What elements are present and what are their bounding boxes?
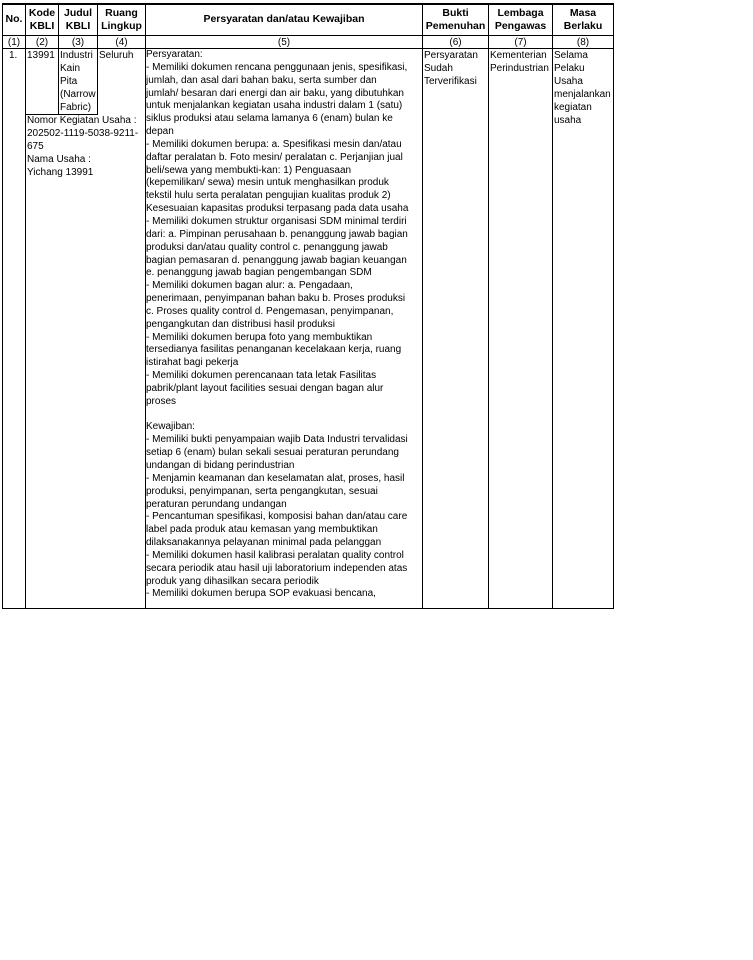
- persyaratan-line: jumlah, dan asal dari bahan baku, serta sumber dan: [146, 74, 377, 86]
- persyaratan-line: proses: [146, 395, 177, 407]
- persyaratan-line: siklus produksi atau selama lamanya 6 (enam) bulan ke: [146, 113, 393, 125]
- row-kode-kbli: 13991: [27, 50, 55, 61]
- persyaratan-line: - Memiliki dokumen rencana penggunaan jenis, spesifikasi,: [146, 61, 408, 73]
- header-lembaga-pengawas: Lembaga Pengawas: [494, 7, 547, 32]
- colnum-2: (2): [35, 37, 49, 48]
- persyaratan-line: - Memiliki dokumen hasil kalibrasi peralatan quality control: [146, 549, 404, 561]
- header-kode-kbli: Kode KBLI: [28, 7, 56, 32]
- persyaratan-line: dilaksanakannya pelayanan minimal pada pelanggan: [146, 537, 382, 549]
- row-no: 1.: [9, 50, 18, 61]
- persyaratan-line: tekstil hulu serta peralatan pengujian kualitas produk 2): [146, 190, 391, 202]
- header-masa-berlaku: Masa Berlaku: [563, 7, 603, 32]
- colnum-6: (6): [449, 37, 462, 48]
- persyaratan-line: produksi, penyimpanan, serta pengangkutan, sesuai: [146, 485, 378, 497]
- persyaratan-line: secara periodik atau hasil uji laboratorium independen atas: [146, 562, 408, 574]
- header-persyaratan: Persyaratan dan/atau Kewajiban: [203, 13, 365, 25]
- persyaratan-line: tersedianya fasilitas penanganan kecelakaan kerja, ruang: [146, 344, 402, 356]
- col-border-0: [2, 3, 3, 609]
- persyaratan-line: - Memiliki dokumen berupa SOP evakuasi bencana,: [146, 588, 376, 600]
- colnum-4: (4): [115, 37, 128, 48]
- colnum-5: (5): [277, 37, 291, 48]
- colnum-1: (1): [7, 37, 21, 48]
- persyaratan-line: bagian pemasaran d. penanggung jawab bagian keuangan: [146, 254, 407, 266]
- persyaratan-line: produk yang dihasilkan secara periodik: [146, 575, 319, 587]
- header-bukti-pemenuhan: Bukti Pemenuhan: [425, 7, 486, 32]
- persyaratan-kewajiban-text: [146, 49, 424, 601]
- persyaratan-line: c. Proses quality control d. Pengemasan, penyimpanan,: [146, 305, 394, 317]
- persyaratan-line: - Menjamin keamanan dan keselamatan alat, proses, hasil: [146, 472, 405, 484]
- persyaratan-line: jumlah/ besaran dari energi dan air baku, yang dibutuhkan: [146, 87, 404, 99]
- header-no: No.: [5, 13, 23, 25]
- persyaratan-line: Kesesuaian kapasitas produksi terpasang pada data usaha: [146, 203, 409, 215]
- persyaratan-line: pengangkutan dan distribusi hasil produksi: [146, 318, 336, 330]
- col-border-1: [25, 3, 26, 609]
- col-border-7: [552, 3, 553, 609]
- row-ruang-lingkup: Seluruh: [99, 50, 134, 61]
- persyaratan-line: - Memiliki dokumen bagan alur: a. Pengadaan,: [146, 280, 353, 292]
- persyaratan-line: istirahat bagi pekerja: [146, 357, 239, 369]
- row-masa-berlaku: Selama Pelaku Usaha menjalankan kegiatan usaha: [554, 50, 611, 126]
- table-bottom-border: [2, 608, 614, 609]
- persyaratan-line: Persyaratan:: [146, 49, 203, 60]
- persyaratan-line: undangan di bidang perindustrian: [146, 460, 295, 471]
- persyaratan-line: - Memiliki dokumen struktur organisasi SDM minimal terdiri: [146, 215, 407, 227]
- persyaratan-line: pabrik/plant layout facilities sesuai dengan bagan alur: [146, 382, 384, 394]
- row-usaha-info: Nomor Kegiatan Usaha : 202502-1119-5038-9211- 675 Nama Usaha : Yichang 13991: [27, 115, 139, 178]
- persyaratan-line: produksi dan/atau quality control c. penanggung jawab: [146, 241, 388, 253]
- persyaratan-line: label pada produk atau kemasan yang membuktikan: [146, 524, 378, 536]
- persyaratan-line: - Memiliki dokumen berupa foto yang membuktikan: [146, 331, 373, 343]
- header-bottom-border: [2, 35, 614, 36]
- table-top-border: [2, 3, 614, 5]
- persyaratan-line: - Pencantuman spesifikasi, komposisi bahan dan/atau care: [146, 511, 408, 523]
- persyaratan-line: - Memiliki dokumen berupa: a. Spesifikasi mesin dan/atau: [146, 138, 402, 150]
- persyaratan-line: setiap 6 (enam) bulan sekali sesuai peraturan perundang: [146, 447, 399, 459]
- persyaratan-line: - Memiliki dokumen perencanaan tata letak Fasilitas: [146, 370, 377, 382]
- row-bukti-pemenuhan: Persyaratan Sudah Terverifikasi: [424, 50, 478, 87]
- persyaratan-line: penerimaan, penyimpanan bahan baku b. Proses produksi: [146, 293, 406, 305]
- header-judul-kbli: Judul KBLI: [64, 7, 92, 32]
- persyaratan-line: dari: a. Pimpinan perusahaan b. penanggung jawab bagian: [146, 228, 408, 240]
- persyaratan-line: beli/sewa yang membukti-kan: 1) Penguasaan: [146, 164, 352, 176]
- colnum-3: (3): [71, 37, 85, 48]
- persyaratan-line: e. penanggung jawab bagian pengembangan SDM: [146, 267, 372, 279]
- persyaratan-line: untuk menjalankan kegiatan usaha industri dalam 1 (satu): [146, 100, 403, 112]
- row-judul-kbli: Industri Kain Pita (Narrow Fabric): [60, 50, 96, 113]
- persyaratan-line: (kepemilikan/ sewa) mesin untuk menghasilkan produk: [146, 177, 389, 189]
- persyaratan-line: - Memiliki bukti penyampaian wajib Data Industri tervalidasi: [146, 434, 408, 446]
- persyaratan-line: daftar peralatan b. Foto mesin/ peralatan c. Perjanjian jual: [146, 151, 403, 163]
- row-lembaga-pengawas: Kementerian Perindustrian: [490, 50, 549, 74]
- col-border-8: [613, 3, 614, 609]
- colnum-7: (7): [514, 37, 527, 48]
- persyaratan-line: [146, 409, 424, 422]
- colnum-8: (8): [576, 37, 590, 48]
- persyaratan-line: Kewajiban:: [146, 421, 195, 433]
- persyaratan-line: peraturan perundang undangan: [146, 498, 287, 510]
- persyaratan-line: depan: [146, 126, 174, 138]
- header-ruang-lingkup: Ruang Lingkup: [101, 7, 142, 32]
- col-border-6: [488, 3, 489, 609]
